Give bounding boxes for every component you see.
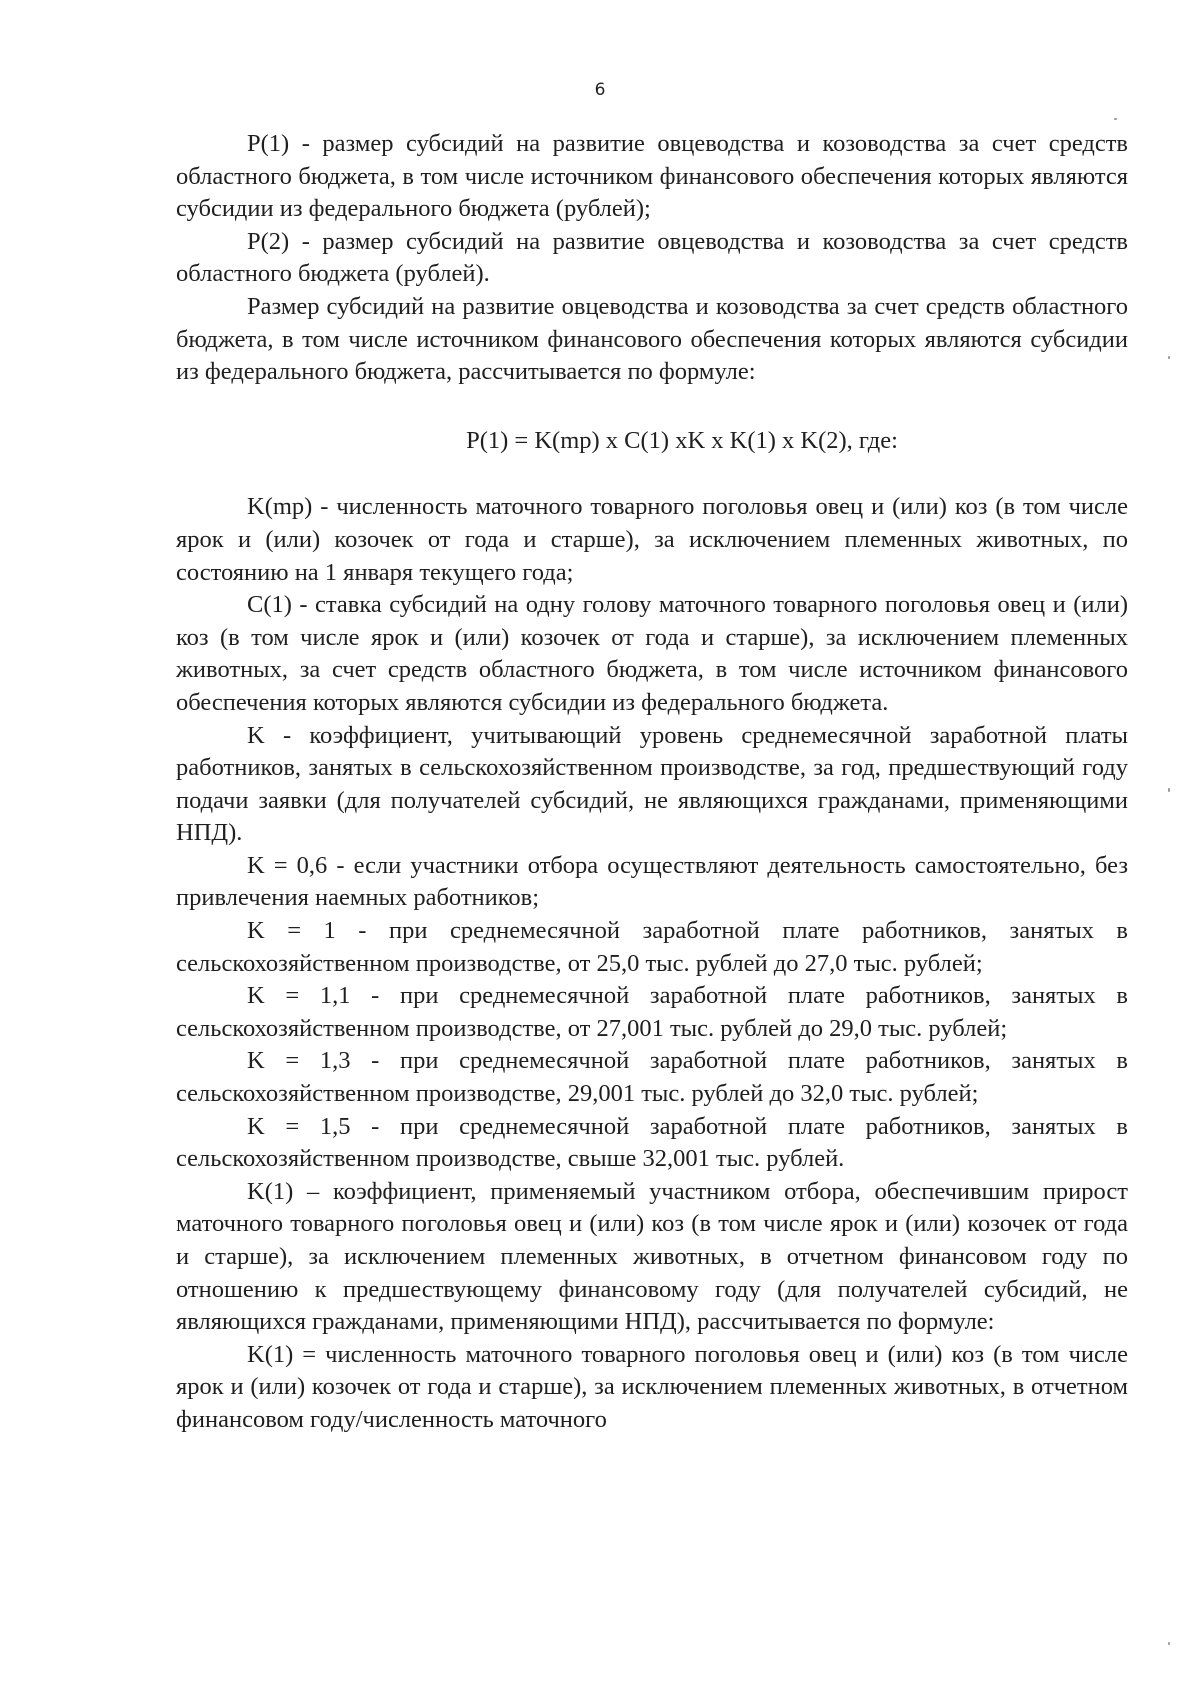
paragraph-k1-definition: K(1) – коэффициент, применяемый участником отбора, обеспечившим прирост маточного товарного поголовья овец и (или) коз (в том числе ярок и (или) козочек от года и старше), за исключением племенных животных, в отчетном финансовом году по отношению к предшествующему финансовому году (для получателей субсидий, не являющихся гражданами, применяющими НПД), рассчитывается по формуле: <box>176 1177 1128 1336</box>
paragraph-k-1-1: K = 1,1 - при среднемесячной заработной плате работников, занятых в сельскохозяйственном производстве, от 27,001 тыс. рублей до 29,0 тыс. рублей; <box>176 982 1128 1042</box>
paragraph-c1-definition: C(1) - ставка субсидий на одну голову маточного товарного поголовья овец и (или) коз (в том числе ярок и (или) козочек от года и старше), за исключением племенных животных, за счет средств областного бюджета, в том числе источником финансового обеспечения которых являются субсидии из федерального бюджета. <box>176 591 1128 716</box>
paragraph-k1-formula: K(1) = численность маточного товарного поголовья овец и (или) коз (в том числе ярок и (или) козочек от года и старше), за исключением племенных животных, в отчетном финансовом году/численность маточного <box>176 1340 1128 1433</box>
paragraph-formula-intro: Размер субсидий на развитие овцеводства и козоводства за счет средств областного бюджета, в том числе источником финансового обеспечения которых являются субсидии из федерального бюджета, рассчитывается по формуле: <box>176 292 1128 386</box>
paragraph-k-1-5: K = 1,5 - при среднемесячной заработной плате работников, занятых в сельскохозяйственном производстве, свыше 32,001 тыс. рублей. <box>176 1112 1128 1173</box>
paragraph-k-1: K = 1 - при среднемесячной заработной плате работников, занятых в сельскохозяйственном производстве, от 25,0 тыс. рублей до 27,0 тыс. рублей; <box>176 917 1128 977</box>
paragraph-kmp-definition: K(mp) - численность маточного товарного поголовья овец и (или) коз (в том числе ярок и (или) козочек от года и старше), за исключением племенных животных, по состоянию на 1 января текущего года; <box>176 493 1128 586</box>
document-body <box>176 128 1128 1437</box>
scan-artifact <box>1168 1642 1170 1645</box>
page-number: 6 <box>594 80 606 100</box>
paragraph-p2-definition: P(2) - размер субсидий на развитие овцеводства и козоводства за счет средств областного бюджета (рублей). <box>176 227 1128 288</box>
scan-artifact <box>1114 118 1117 120</box>
paragraph-k-0-6: K = 0,6 - если участники отбора осуществляют деятельность самостоятельно, без привлечения наемных работников; <box>176 851 1128 912</box>
scan-artifact <box>1168 356 1170 359</box>
scan-artifact <box>1168 788 1170 792</box>
paragraph-k-1-3: K = 1,3 - при среднемесячной заработной плате работников, занятых в сельскохозяйственном производстве, 29,001 тыс. рублей до 32,0 тыс. рублей; <box>176 1047 1128 1108</box>
paragraph-k-definition: K - коэффициент, учитывающий уровень среднемесячной заработной платы работников, занятых в сельскохозяйственном производстве, за год, предшествующий году подачи заявки (для получателей субсидий, не являющихся гражданами, применяющими НПД). <box>176 721 1128 847</box>
formula-p1: P(1) = K(mp) x C(1) xK x K(1) x K(2), где: <box>466 426 898 454</box>
paragraph-p1-definition: P(1) - размер субсидий на развитие овцеводства и козоводства за счет средств областного бюджета, в том числе источником финансового обеспечения которых являются субсидии из федерального бюджета (рублей); <box>176 130 1128 223</box>
